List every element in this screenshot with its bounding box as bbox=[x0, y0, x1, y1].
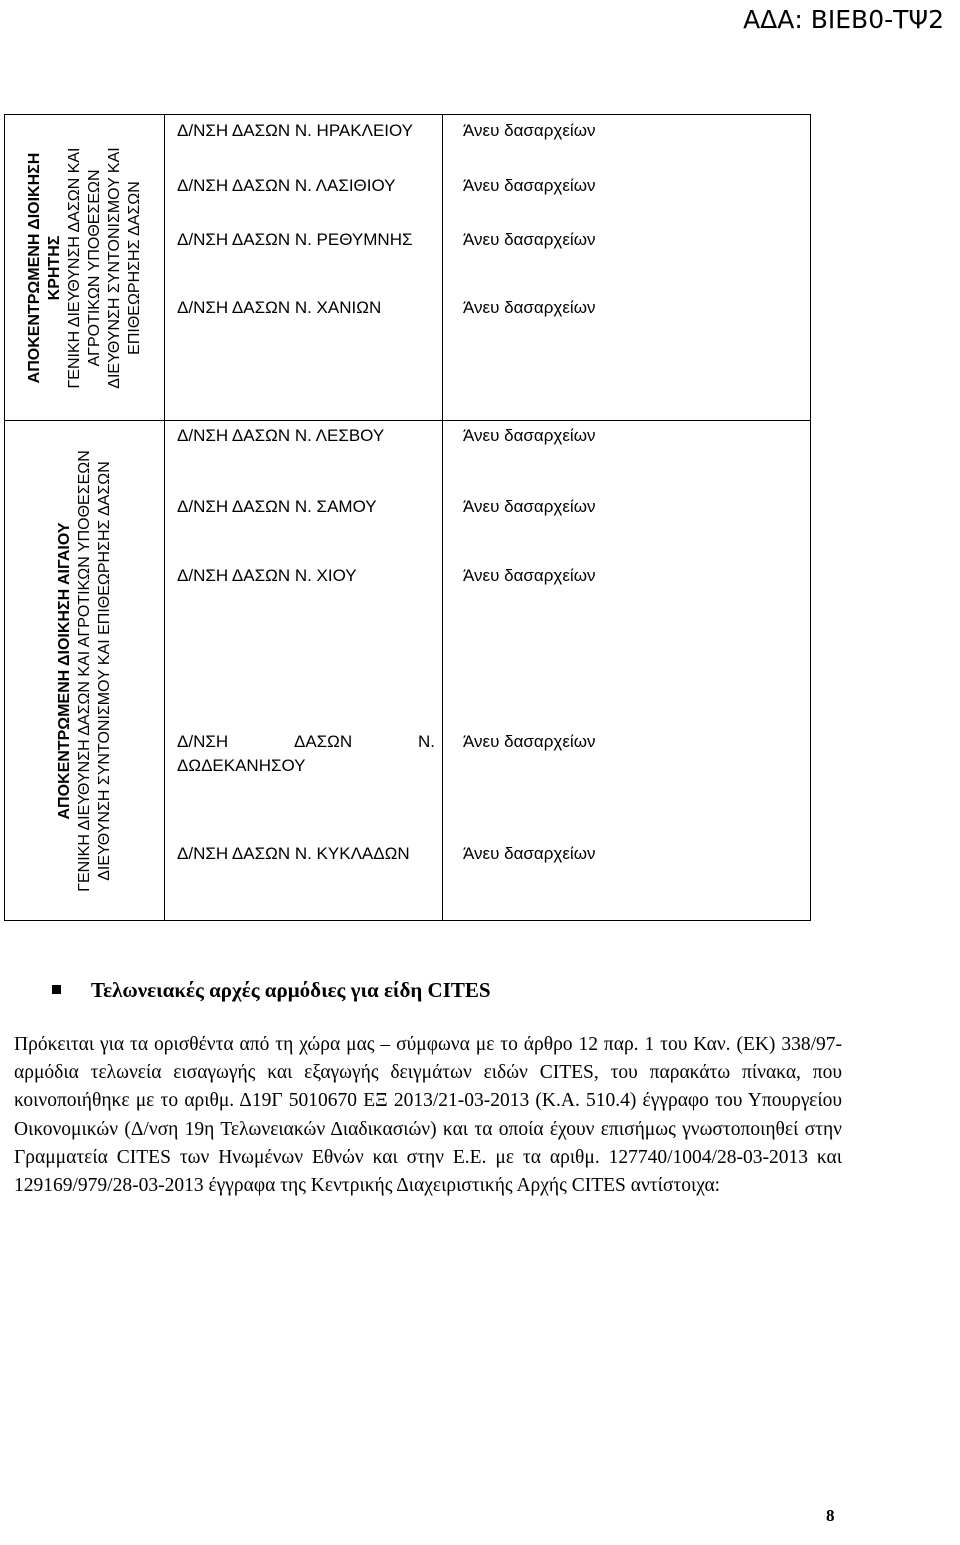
region-line: ΚΡΗΤΗΣ bbox=[45, 235, 63, 300]
region-line: ΑΓΡΟΤΙΚΩΝ ΥΠΟΘΕΣΕΩΝ bbox=[85, 168, 103, 367]
note-cell-aegean bbox=[443, 421, 811, 921]
region-label-crete bbox=[25, 147, 145, 388]
note-text: Άνευ δασαρχείων bbox=[463, 176, 596, 195]
region-line: ΑΠΟΚΕΝΤΡΩΜΕΝΗ ΔΙΟΙΚΗΣΗ ΑΙΓΑΙΟΥ bbox=[55, 521, 73, 820]
dept-name: Δ/ΝΣΗ ΔΑΣΩΝ Ν. ΗΡΑΚΛΕΙΟΥ bbox=[177, 121, 414, 140]
document-code: ΑΔΑ: ΒΙΕΒ0-ΤΨ2 bbox=[743, 5, 944, 34]
region-line: ΓΕΝΙΚΗ ΔΙΕΥΘΥΝΣΗ ΔΑΣΩΝ ΚΑΙ bbox=[65, 147, 83, 389]
table-row-aegean bbox=[5, 421, 811, 921]
note-text: Άνευ δασαρχείων bbox=[463, 230, 596, 249]
dept-name: Δ/ΝΣΗ ΔΑΣΩΝ Ν. ΚΥΚΛΑΔΩΝ bbox=[177, 844, 410, 863]
region-line: ΔΙΕΥΘΥΝΣΗ ΣΥΝΤΟΝΙΣΜΟΥ ΚΑΙ ΕΠΙΘΕΩΡΗΣΗΣ ΔΑΣΩΝ bbox=[95, 460, 113, 881]
dept-name: Δ/ΝΣΗ ΔΑΣΩΝ Ν. ΛΑΣΙΘΙΟΥ bbox=[177, 176, 396, 195]
note-cell-crete bbox=[443, 115, 811, 421]
dept-name: Δ/ΝΣΗ ΔΑΣΩΝ Ν. ΧΑΝΙΩΝ bbox=[177, 298, 382, 317]
dept-name: Δ/ΝΣΗ ΔΑΣΩΝ Ν. ΛΕΣΒΟΥ bbox=[177, 426, 385, 445]
region-line: ΕΠΙΘΕΩΡΗΣΗΣ ΔΑΣΩΝ bbox=[125, 180, 143, 355]
dept-name: Δ/ΝΣΗ ΔΑΣΩΝ Ν. ΡΕΘΥΜΝΗΣ bbox=[177, 230, 413, 249]
region-cell-aegean bbox=[5, 421, 165, 921]
region-line: ΔΙΕΥΘΥΝΣΗ ΣΥΝΤΟΝΙΣΜΟΥ ΚΑΙ bbox=[105, 146, 123, 389]
note-text: Άνευ δασαρχείων bbox=[463, 121, 596, 140]
dept-name: Δ/ΝΣΗ ΔΑΣΩΝ Ν. ΣΑΜΟΥ bbox=[177, 497, 377, 516]
body-paragraph: Πρόκειται για τα ορισθέντα από τη χώρα μας – σύμφωνα με το άρθρο 12 παρ. 1 του Καν. (ΕΚ) 338/97- αρμόδια τελωνεία εισαγωγής και εξαγωγής δειγμάτων ειδών CITES, του παρακάτω πίνακα, που κοινοποιήθηκε με το αριθμ. Δ19Γ 5010670 ΕΞ 2013/21-03-2013 (Κ.Α. 510.4) έγγραφο του Υπουργείου Οικονομικών (Δ/νση 19η Τελωνειακών Διαδικασιών) και τα οποία έχουν επισήμως γνωστοποιηθεί στην Γραμματεία CITES των Ηνωμένων Εθνών και στην Ε.Ε. με τα αριθμ. 127740/1004/28-03-2013 και 129169/979/28-03-2013 έγγραφα της Κεντρικής Διαχειριστικής Αρχής CITES αντίστοιχα: bbox=[14, 1034, 842, 1197]
note-text: Άνευ δασαρχείων bbox=[463, 497, 596, 516]
forest-directorates-table bbox=[4, 114, 811, 921]
dept-word: Δ/ΝΣΗ bbox=[177, 732, 229, 751]
bullet-square-icon bbox=[52, 985, 61, 994]
note-text: Άνευ δασαρχείων bbox=[463, 844, 596, 863]
dept-word: ΔΩΔΕΚΑΝΗΣΟΥ bbox=[177, 756, 306, 775]
dept-word: ΔΑΣΩΝ bbox=[293, 732, 353, 751]
section-heading-text: Τελωνειακές αρχές αρμόδιες για είδη CITES bbox=[91, 978, 491, 1002]
dept-name: Δ/ΝΣΗ ΔΑΣΩΝ Ν. ΧΙΟΥ bbox=[177, 566, 357, 585]
region-label-aegean bbox=[55, 450, 115, 892]
region-cell-crete bbox=[5, 115, 165, 421]
dept-cell-crete bbox=[165, 115, 443, 421]
dept-cell-aegean bbox=[165, 421, 443, 921]
region-line: ΓΕΝΙΚΗ ΔΙΕΥΘΥΝΣΗ ΔΑΣΩΝ ΚΑΙ ΑΓΡΟΤΙΚΩΝ ΥΠΟΘΕΣΕΩΝ bbox=[75, 449, 93, 892]
note-text: Άνευ δασαρχείων bbox=[463, 566, 596, 585]
note-text: Άνευ δασαρχείων bbox=[463, 732, 596, 751]
region-line: ΑΠΟΚΕΝΤΡΩΜΕΝΗ ΔΙΟΙΚΗΣΗ bbox=[25, 152, 43, 383]
dept-name-dodecanese bbox=[177, 730, 435, 778]
dept-word: Ν. bbox=[417, 732, 435, 751]
page-number: 8 bbox=[826, 1506, 835, 1525]
table-row-crete bbox=[5, 115, 811, 421]
note-text: Άνευ δασαρχείων bbox=[463, 426, 596, 445]
section-heading bbox=[52, 978, 491, 1003]
note-text: Άνευ δασαρχείων bbox=[463, 298, 596, 317]
